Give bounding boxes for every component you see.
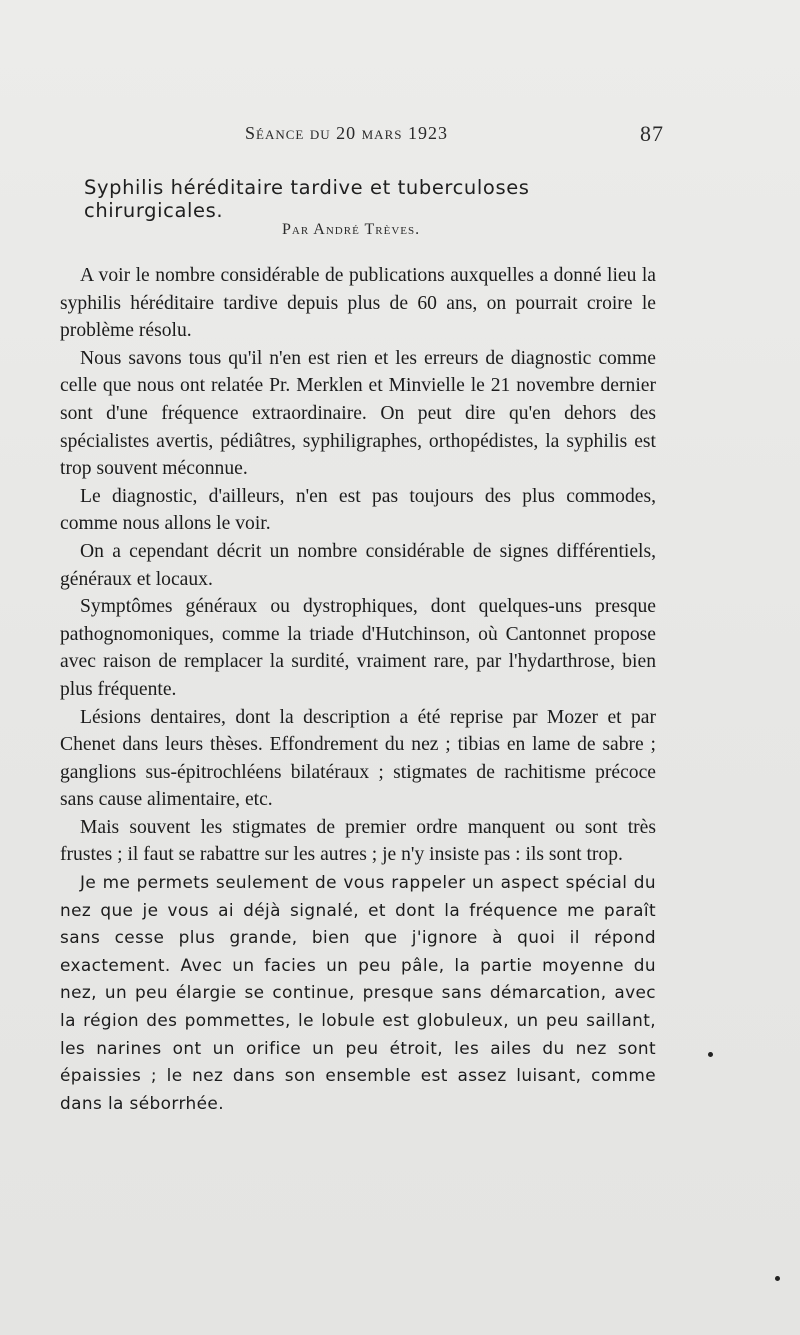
page-number: 87 bbox=[640, 121, 664, 146]
paragraph-8: Je me permets seulement de vous rappeler un aspect spécial du nez que je vous ai déjà signalé, et dont la fréquence me paraît sans cesse plus grande, bien que j'ignore à quoi il répond exactement. Avec un facies un peu pâle, la partie moyenne du nez, un peu élargie se continue, presque sans démarcation, avec la région des pommettes, le lobule est globuleux, un peu saillant, les narines ont un orifice un peu étroit, les ailes du nez sont épaissies ; le nez dans son ensemble est assez luisant, comme dans la séborrhée. bbox=[60, 872, 656, 1113]
running-head bbox=[60, 120, 664, 150]
article-title: Syphilis héréditaire tardive et tuberculoses chirurgicales. bbox=[84, 176, 530, 222]
session-date: Séance du 20 mars 1923 bbox=[245, 123, 448, 143]
paragraph-5: Symptômes généraux ou dystrophiques, dont quelques-uns presque pathognomoniques, comme la triade d'Hutchinson, où Cantonnet propose avec raison de remplacer la surdité, vraiment rare, par l'hydarthrose, bien plus fréquente. bbox=[60, 596, 656, 700]
paragraph-4: On a cependant décrit un nombre considérable de signes différentiels, généraux et locaux. bbox=[60, 540, 656, 590]
paragraph-3: Le diagnostic, d'ailleurs, n'en est pas toujours des plus commodes, comme nous allons le voir. bbox=[60, 485, 656, 535]
article-body bbox=[60, 262, 656, 1117]
paragraph-7: Mais souvent les stigmates de premier ordre manquent ou sont très frustes ; il faut se rabattre sur les autres ; je n'y insiste pas : ils sont trop. bbox=[60, 816, 656, 866]
author-byline: Par André Trèves. bbox=[282, 221, 421, 238]
ink-speck bbox=[775, 1276, 780, 1281]
paragraph-6: Lésions dentaires, dont la description a été reprise par Mozer et par Chenet dans leurs thèses. Effondrement du nez ; tibias en lame de sabre ; ganglions sus-épitrochléens bilatéraux ; stigmates de rachitisme précoce sans cause alimentaire, etc. bbox=[60, 706, 656, 811]
paragraph-2: Nous savons tous qu'il n'en est rien et les erreurs de diagnostic comme celle que nous ont relatée Pr. Merklen et Minvielle le 21 novembre dernier sont d'une fréquence extraordinaire. On peut dire qu'en dehors des spécialistes avertis, pédiâtres, syphiligraphes, orthopédistes, la syphilis est trop souvent méconnue. bbox=[60, 347, 656, 480]
ink-speck bbox=[708, 1052, 713, 1057]
paragraph-1: A voir le nombre considérable de publications auxquelles a donné lieu la syphilis héréditaire tardive depuis plus de 60 ans, on pourrait croire le problème résolu. bbox=[60, 265, 656, 342]
